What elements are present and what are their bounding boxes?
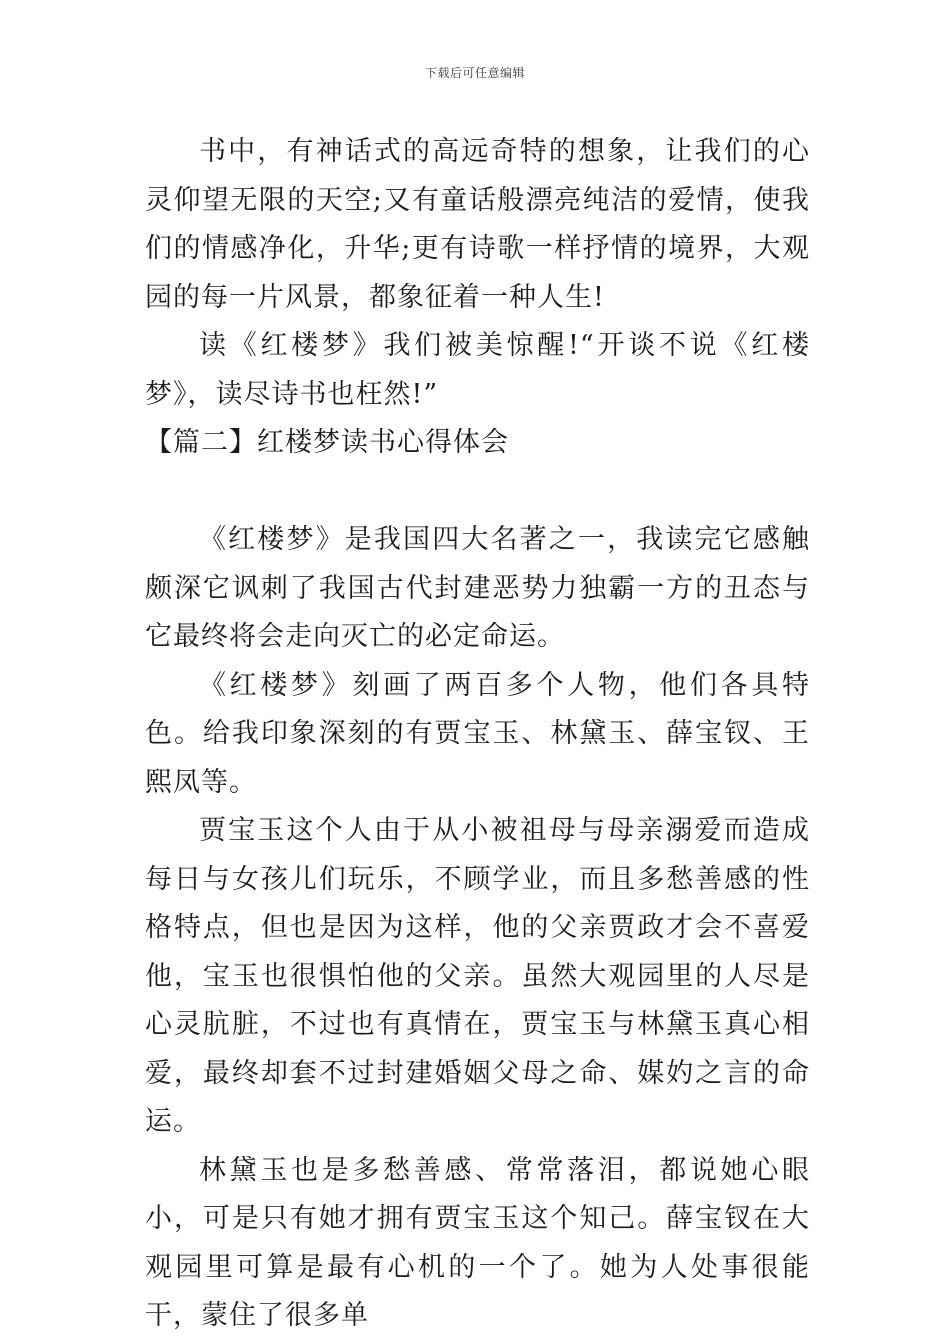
paragraph: 书中，有神话式的高远奇特的想象，让我们的心灵仰望无限的天空;又有童话般漂亮纯洁的爱情，使我们的情感净化，升华;更有诗歌一样抒情的境界，大观园的每一片风景，都象征着一种人生! xyxy=(145,136,810,313)
section-heading: 【篇二】红楼梦读书心得体会 xyxy=(145,427,509,458)
header-note: 下载后可任意编辑 xyxy=(424,66,525,80)
paragraph: 《红楼梦》是我国四大名著之一，我读完它感触颇深它讽刺了我国古代封建恶势力独霸一方的丑态与它最终将会走向灭亡的必定命运。 xyxy=(145,524,810,652)
paragraph: 林黛玉也是多愁善感、常常落泪，都说她心眼小，可是只有她才拥有贾宝玉这个知己。薛宝钗在大观园里可算是最有心机的一个了。她为人处事很能干，蒙住了很多单 xyxy=(145,1154,810,1331)
paragraph: 《红楼梦》刻画了两百多个人物，他们各具特色。给我印象深刻的有贾宝玉、林黛玉、薛宝钗、王熙凤等。 xyxy=(145,669,810,798)
paragraph: 读《红楼梦》我们被美惊醒!“开谈不说《红楼梦》，读尽诗书也枉然!” xyxy=(145,330,810,410)
paragraph: 贾宝玉这个人由于从小被祖母与母亲溺爱而造成每日与女孩儿们玩乐，不顾学业，而且多愁善感的性格特点，但也是因为这样，他的父亲贾政才会不喜爱他，宝玉也很惧怕他的父亲。虽然大观园里的人尽是心灵肮脏，不过也有真情在，贾宝玉与林黛玉真心相爱，最终却套不过封建婚姻父母之命、媒妁之言的命运。 xyxy=(145,815,810,1137)
spacer xyxy=(145,468,810,517)
document-body xyxy=(145,128,810,1341)
